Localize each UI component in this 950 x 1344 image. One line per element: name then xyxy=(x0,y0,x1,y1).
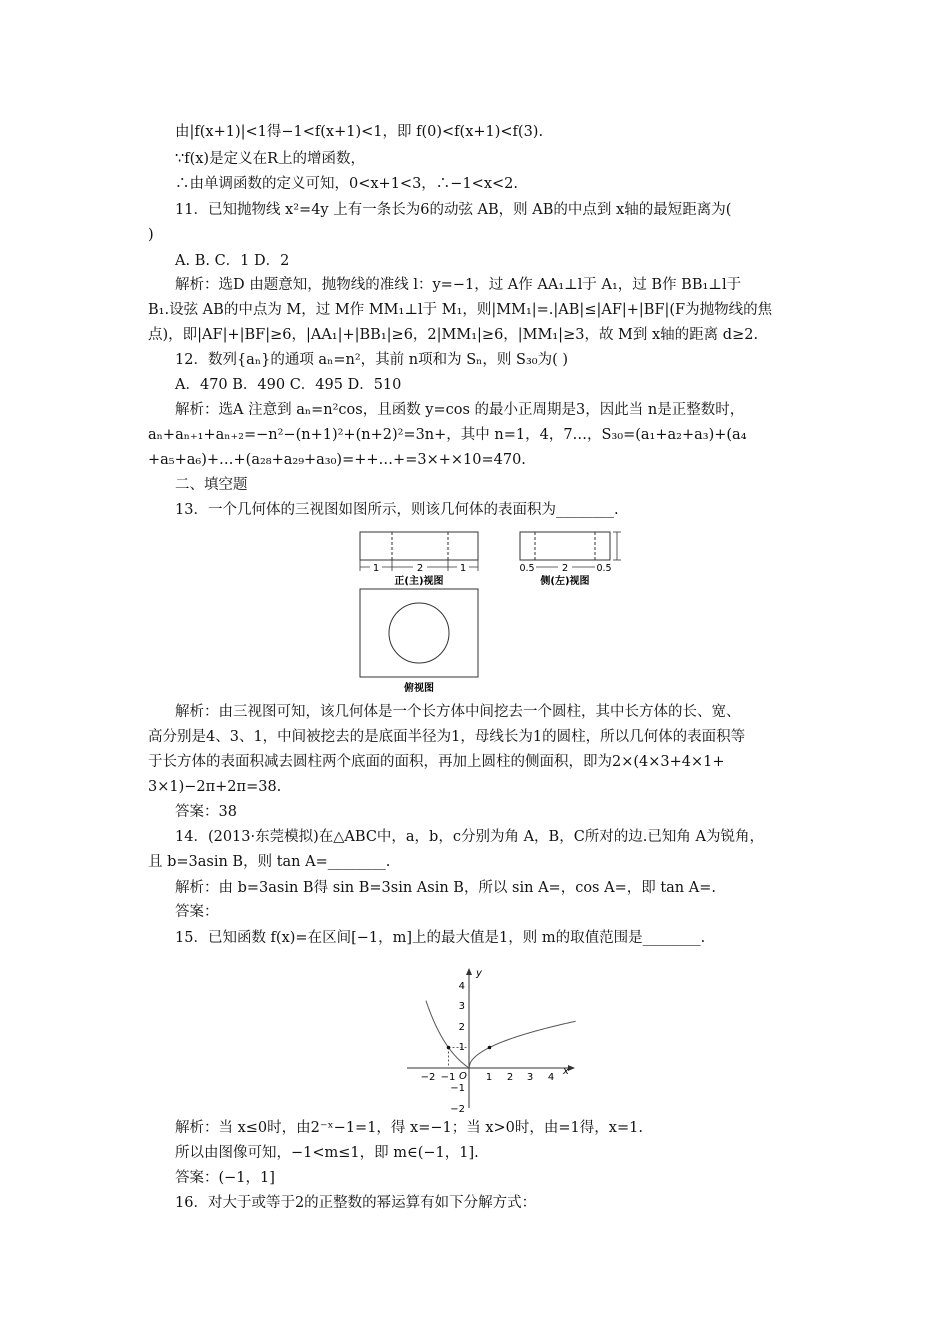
three-view-figure xyxy=(355,527,635,695)
options-12: A．470 B．490 C．495 D．510 xyxy=(175,377,402,393)
x-axis-label: x xyxy=(563,1066,569,1077)
curve-right-branch xyxy=(469,1021,576,1068)
top-view-circle xyxy=(389,603,449,663)
y-tick: 3 xyxy=(458,1001,465,1012)
text-line: B₁.设弦 AB的中点为 M，过 M作 MM₁⊥l于 M₁，则|MM₁|=.|AB|≤|AF|+|BF|(F为抛物线的焦 xyxy=(148,302,773,318)
x-axis-arrow xyxy=(568,1065,575,1071)
dim-label: 2 xyxy=(561,563,569,574)
question-11: 11．已知抛物线 x²=4y 上有一条长为6的动弦 AB，则 AB的中点到 x轴的最短距离为( xyxy=(175,202,732,218)
top-view-rect xyxy=(360,589,478,677)
side-view-label: 侧(左)视图 xyxy=(540,576,590,587)
side-view xyxy=(518,532,621,587)
solution-12: 解析：选A 注意到 aₙ=n²cos，且函数 y=cos 的最小正周期是3，因此当 n是正整数时， xyxy=(175,402,745,418)
y-tick: −1 xyxy=(450,1083,465,1094)
solution-13: 解析：由三视图可知，该几何体是一个长方体中间挖去一个圆柱，其中长方体的长、宽、 xyxy=(175,704,741,720)
dim-label: 0.5 xyxy=(519,563,535,574)
text-line: 由|f(x+1)|<1得−1<f(x+1)<1，即 f(0)<f(x+1)<f(3). xyxy=(175,124,544,140)
answer-15: 答案：(−1，1] xyxy=(175,1170,275,1186)
x-tick: −2 xyxy=(420,1072,436,1083)
dim-label: 0.5 xyxy=(596,563,612,574)
origin-label: O xyxy=(459,1071,467,1082)
x-tick: 1 xyxy=(485,1072,493,1083)
y-tick: 4 xyxy=(458,981,465,992)
dim-label: 1 xyxy=(372,563,380,574)
x-tick: 4 xyxy=(547,1072,555,1083)
x-tick: 3 xyxy=(526,1072,534,1083)
text-line: 高分别是4、3、1，中间被挖去的是底面半径为1，母线长为1的圆柱，所以几何体的表面积等 xyxy=(148,729,746,745)
question-14: 14．(2013·东莞模拟)在△ABC中，a，b，c分别为角 A，B，C所对的边.已知角 A为锐角， xyxy=(175,829,764,845)
question-15: 15．已知函数 f(x)=在区间[−1，m]上的最大值是1，则 m的取值范围是________. xyxy=(175,930,706,946)
text-line: 所以由图像可知，−1<m≤1，即 m∈(−1，1]. xyxy=(175,1145,479,1161)
point-1-1 xyxy=(488,1046,492,1050)
y-tick: −2 xyxy=(450,1104,465,1112)
top-view xyxy=(360,589,478,694)
point-neg1-1 xyxy=(447,1046,451,1050)
text-line: 点)，即|AF|+|BF|≥6，|AA₁|+|BB₁|≥6，2|MM₁|≥6，|MM₁|≥3，故 M到 x轴的距离 d≥2. xyxy=(148,327,759,343)
section-heading: 二、填空题 xyxy=(175,477,248,493)
top-view-label: 俯视图 xyxy=(404,683,434,694)
solution-14: 解析：由 b=3asin B得 sin B=3sin Asin B，所以 sin A=，cos A=，即 tan A=. xyxy=(175,880,716,896)
question-16: 16．对大于或等于2的正整数的幂运算有如下分解方式： xyxy=(175,1195,537,1211)
front-view-label: 正(主)视图 xyxy=(394,576,444,587)
answer-14: 答案： xyxy=(175,904,219,920)
dim-label: 2 xyxy=(416,563,424,574)
answer-13: 答案：38 xyxy=(175,804,237,820)
text-line: ∵f(x)是定义在R上的增函数， xyxy=(175,151,366,167)
solution-15: 解析：当 x≤0时，由2⁻ˣ−1=1，得 x=−1；当 x>0时，由=1得，x=1. xyxy=(175,1120,643,1136)
text-line: 于长方体的表面积减去圆柱两个底面的面积，再加上圆柱的侧面积，即为2×(4×3+4×1+ xyxy=(148,754,725,770)
y-axis-label: y xyxy=(476,968,482,979)
text-line: 且 b=3asin B，则 tan A=________. xyxy=(148,854,391,870)
text-line: 3×1)−2π+2π=38. xyxy=(148,779,282,795)
side-view-rect xyxy=(520,532,610,560)
y-tick: 1 xyxy=(458,1042,465,1053)
front-view-rect xyxy=(360,532,478,560)
text-line: aₙ+aₙ₊₁+aₙ₊₂=−n²−(n+1)²+(n+2)²=3n+，其中 n=1，4，7…，S₃₀=(a₁+a₂+a₃)+(a₄ xyxy=(148,427,747,443)
question-12: 12．数列{aₙ}的通项 aₙ=n²，其前 n项和为 Sₙ，则 S₃₀为( ) xyxy=(175,352,568,368)
front-view xyxy=(360,532,478,587)
y-axis-arrow xyxy=(466,968,472,975)
text-line: ) xyxy=(148,227,154,243)
x-tick: −1 xyxy=(440,1072,456,1083)
text-line: +a₅+a₆)+…+(a₂₈+a₂₉+a₃₀)=++…+=3×+×10=470. xyxy=(148,452,526,468)
text-line: ∴由单调函数的定义可知，0<x+1<3，∴−1<x<2. xyxy=(175,176,518,192)
question-13: 13．一个几何体的三视图如图所示，则该几何体的表面积为________. xyxy=(175,502,619,518)
solution-11: 解析：选D 由题意知，抛物线的准线 l：y=−1，过 A作 AA₁⊥l于 A₁，过 B作 BB₁⊥l于 xyxy=(175,277,742,293)
function-graph xyxy=(395,952,590,1112)
x-tick: 2 xyxy=(506,1072,514,1083)
y-tick: 2 xyxy=(458,1022,465,1033)
dim-label: 1 xyxy=(459,563,467,574)
options-11: A. B. C．1 D．2 xyxy=(175,253,290,269)
